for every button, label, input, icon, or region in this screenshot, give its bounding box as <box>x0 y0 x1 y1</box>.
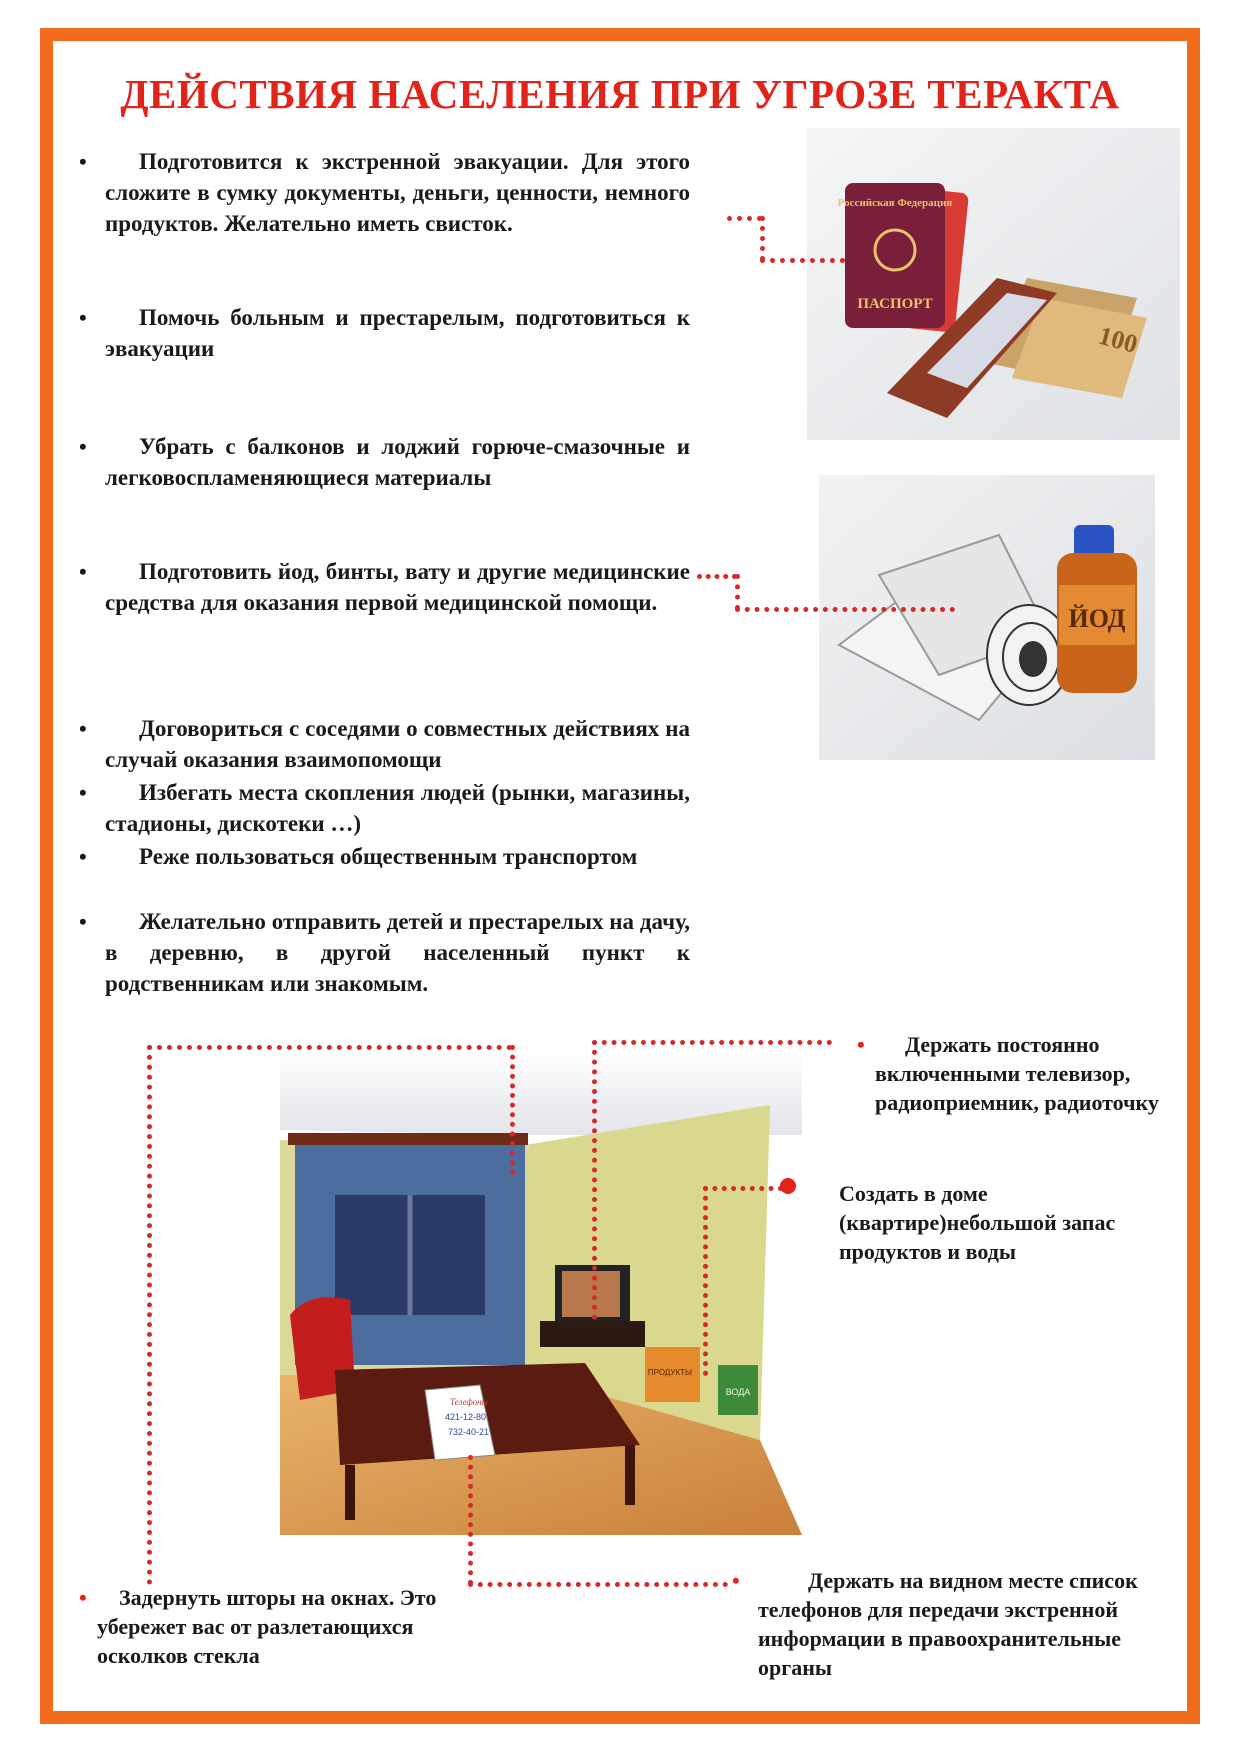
bandage-iodine-illustration <box>819 475 1155 760</box>
bullet: • <box>79 305 87 330</box>
note-supplies <box>839 1179 1139 1266</box>
leader-line <box>703 1186 783 1191</box>
food-box-label: ПРОДУКТЫ <box>647 1368 693 1377</box>
bullet: • <box>79 909 87 934</box>
note-tv <box>857 1030 1180 1117</box>
leader-line <box>592 1040 832 1045</box>
note-curtains <box>79 1583 477 1670</box>
list-item <box>79 906 690 999</box>
list-item <box>79 556 690 618</box>
passport-bottom-text: ПАСПОРТ <box>857 296 933 312</box>
iodine-label: ЙОД <box>1068 604 1126 633</box>
note-phones <box>732 1566 1158 1682</box>
leader-line <box>147 1045 152 1585</box>
list-item <box>79 841 690 872</box>
list-item-text: Договориться с соседями о совместных действиях на случай оказания взаимопомощи <box>105 716 690 772</box>
note-curtains-text: Задернуть шторы на окнах. Это убережет вас от разлетающихся осколков стекла <box>97 1585 437 1668</box>
list-item-text: Помочь больным и престарелым, подготовиться к эвакуации <box>105 305 690 361</box>
leader-line <box>468 1582 728 1587</box>
list-item-text: Подготовится к экстренной эвакуации. Для этого сложите в сумку документы, деньги, ценности, немного продуктов. Желательно иметь свисток. <box>105 149 690 236</box>
leader-line <box>697 574 737 579</box>
banknote-value: 100 <box>1095 320 1141 359</box>
list-item-text: Желательно отправить детей и престарелых на дачу, в деревню, в другой населенный пункт к родственникам или знакомым. <box>105 909 690 996</box>
list-item-text: Реже пользоваться общественным транспортом <box>139 844 638 869</box>
bullet: • <box>857 1032 865 1057</box>
leader-line <box>703 1186 708 1376</box>
bullet: • <box>79 149 87 174</box>
curtain-rod <box>288 1133 528 1145</box>
tv-stand <box>540 1321 645 1347</box>
bullet: • <box>79 1585 87 1610</box>
list-item <box>79 713 690 775</box>
note-phones-text: Держать на видном месте список телефонов для передачи экстренной информации в правоохранительные органы <box>758 1568 1138 1680</box>
list-item <box>79 302 690 364</box>
marker-dot <box>780 1178 796 1194</box>
note-title: Телефоны <box>450 1397 488 1407</box>
leader-line <box>735 574 740 610</box>
leader-line <box>147 1045 512 1050</box>
list-item <box>79 777 690 839</box>
water-canister-label: ВОДА <box>725 1387 751 1397</box>
bullet: • <box>79 780 87 805</box>
room-illustration <box>280 1045 802 1535</box>
leader-line <box>468 1455 473 1585</box>
bullet: • <box>732 1568 740 1593</box>
list-item-text: Убрать с балконов и лоджий горюче-смазочные и легковоспламеняющиеся материалы <box>105 434 690 490</box>
list-item-text: Подготовить йод, бинты, вату и другие медицинские средства для оказания первой медицинской помощи. <box>105 559 690 615</box>
note-tv-text: Держать постоянно включенными телевизор, радиоприемник, радиоточку <box>875 1032 1159 1115</box>
leader-line <box>727 216 762 221</box>
leader-line <box>735 607 955 612</box>
passport-top-text: Российская Федерация <box>837 197 953 209</box>
note-line: 732-40-21 <box>448 1427 490 1437</box>
page-title: ДЕЙСТВИЯ НАСЕЛЕНИЯ ПРИ УГРОЗЕ ТЕРАКТА <box>120 71 1120 117</box>
list-item <box>79 431 690 493</box>
list-item <box>79 146 690 239</box>
bullet: • <box>79 844 87 869</box>
note-line: 421-12-80 <box>445 1412 487 1422</box>
note-supplies-text: Создать в доме (квартире)небольшой запас продуктов и воды <box>839 1181 1116 1264</box>
bullet: • <box>79 716 87 741</box>
leader-line <box>760 216 765 261</box>
leader-line <box>592 1040 597 1320</box>
list-item-text: Избегать места скопления людей (рынки, магазины, стадионы, дискотеки …) <box>105 780 690 836</box>
bullet: • <box>79 559 87 584</box>
passport-wallet-illustration <box>807 128 1180 440</box>
bullet: • <box>79 434 87 459</box>
leader-line <box>760 258 845 263</box>
leader-line <box>510 1045 515 1175</box>
iodine-cap-icon <box>1074 525 1114 557</box>
